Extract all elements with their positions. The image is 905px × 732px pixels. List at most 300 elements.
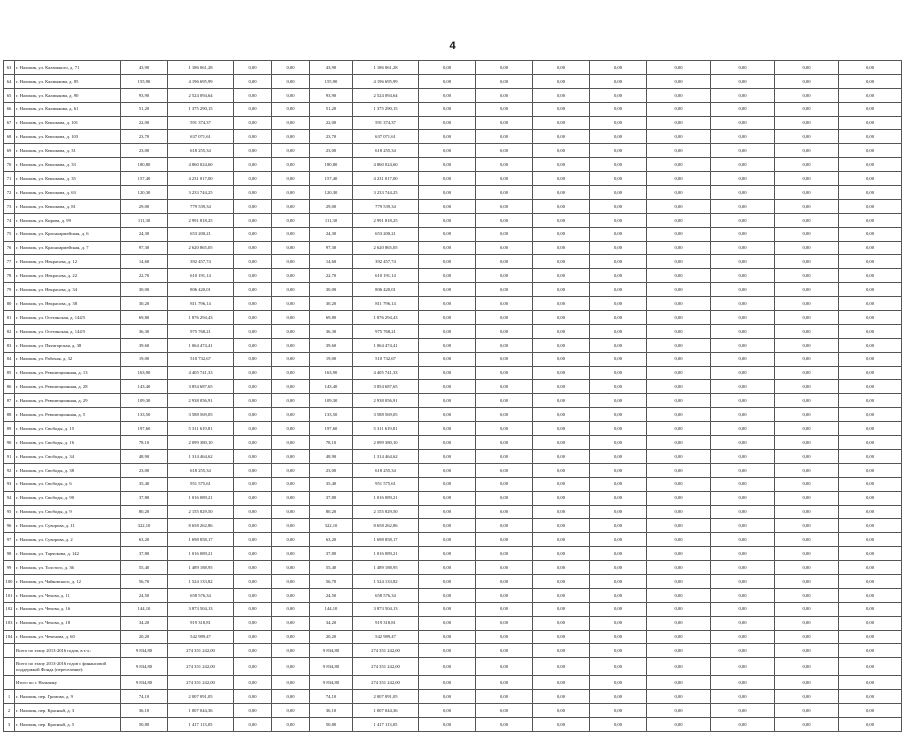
- table-cell: 0,00: [272, 172, 310, 186]
- table-cell: 0,00: [272, 366, 310, 380]
- table-cell: 0,00: [647, 102, 711, 116]
- table-cell: 3 588 569,05: [353, 408, 419, 422]
- table-cell: 51,20: [121, 102, 168, 116]
- table-cell: 0,00: [272, 533, 310, 547]
- table-cell: 0,00: [711, 616, 775, 630]
- table-cell: 0,00: [476, 311, 533, 325]
- table-cell: 0,00: [234, 717, 272, 731]
- table-cell: 0,00: [533, 269, 590, 283]
- table-cell: 0,00: [711, 505, 775, 519]
- table-cell: 0,00: [234, 241, 272, 255]
- table-cell: 0,00: [590, 449, 647, 463]
- table-cell: 0,00: [775, 533, 839, 547]
- table-cell: 29,00: [310, 199, 353, 213]
- table-cell: 0,00: [775, 477, 839, 491]
- table-cell: 0,00: [533, 463, 590, 477]
- table-cell: 0,00: [419, 297, 476, 311]
- table-cell: 0,00: [711, 717, 775, 731]
- table-row: [4, 394, 902, 408]
- table-cell: 0,00: [272, 408, 310, 422]
- table-cell: 19,00: [121, 352, 168, 366]
- table-cell: 0,00: [590, 463, 647, 477]
- table-cell: 0,00: [711, 690, 775, 704]
- table-cell: 0,00: [533, 352, 590, 366]
- table-cell: 0,00: [476, 227, 533, 241]
- table-cell: 0,00: [711, 676, 775, 690]
- table-cell: 0,00: [590, 297, 647, 311]
- table-row: [4, 88, 902, 102]
- table-cell: 4 860 024,60: [353, 158, 419, 172]
- table-cell: [4, 676, 15, 690]
- table-cell: 0,00: [775, 422, 839, 436]
- table-cell: 0,00: [839, 704, 902, 718]
- table-cell: 100: [4, 574, 15, 588]
- table-cell: 1 016 089,21: [353, 547, 419, 561]
- table-cell: 0,00: [839, 130, 902, 144]
- table-cell: 0,00: [590, 394, 647, 408]
- table-cell: 0,00: [272, 491, 310, 505]
- table-cell: 23,00: [310, 463, 353, 477]
- table-cell: 36,10: [121, 704, 168, 718]
- table-cell: 0,00: [647, 704, 711, 718]
- table-row: [4, 616, 902, 630]
- data-table: [3, 60, 902, 732]
- table-cell: 98: [4, 547, 15, 561]
- address-cell: г. Нальчик, ул. Чайковского, д. 12: [15, 574, 121, 588]
- table-cell: 91: [4, 449, 15, 463]
- table-cell: 0,00: [272, 338, 310, 352]
- table-cell: 0,00: [234, 519, 272, 533]
- table-cell: 0,00: [839, 436, 902, 450]
- table-cell: 806 420,01: [168, 283, 234, 297]
- table-cell: 163,90: [310, 366, 353, 380]
- table-cell: 0,00: [419, 144, 476, 158]
- table-cell: 0,00: [533, 338, 590, 352]
- table-cell: 144,10: [121, 602, 168, 616]
- table-cell: 0,00: [419, 283, 476, 297]
- table-cell: 610 191,14: [168, 269, 234, 283]
- table-cell: 0,00: [419, 491, 476, 505]
- table-cell: 0,00: [839, 241, 902, 255]
- table-cell: 0,00: [647, 422, 711, 436]
- table-cell: 1 064 474,41: [168, 338, 234, 352]
- table-cell: 74,10: [310, 690, 353, 704]
- table-cell: 0,00: [711, 630, 775, 644]
- table-cell: 1 016 089,21: [168, 491, 234, 505]
- table-cell: 1: [4, 690, 15, 704]
- table-cell: 0,00: [234, 658, 272, 676]
- table-cell: 0,00: [839, 533, 902, 547]
- table-cell: 0,00: [419, 394, 476, 408]
- table-cell: 72: [4, 186, 15, 200]
- table-cell: 85: [4, 366, 15, 380]
- table-row: [4, 630, 902, 644]
- table-cell: 2 991 818,25: [353, 213, 419, 227]
- table-cell: 55,40: [310, 561, 353, 575]
- table-cell: 0,00: [590, 88, 647, 102]
- table-cell: 2 620 865,05: [168, 241, 234, 255]
- table-row: [4, 690, 902, 704]
- address-cell: г. Нальчик, ул. Кешокова, д. 81: [15, 199, 121, 213]
- table-cell: 0,00: [590, 199, 647, 213]
- table-cell: 0,00: [647, 630, 711, 644]
- table-cell: 37,80: [310, 491, 353, 505]
- table-row: [4, 283, 902, 297]
- table-cell: 0,00: [590, 213, 647, 227]
- table-cell: 975 768,21: [168, 324, 234, 338]
- table-cell: 69: [4, 144, 15, 158]
- table-cell: 0,00: [839, 102, 902, 116]
- table-cell: 0,00: [419, 102, 476, 116]
- table-cell: 93,90: [121, 88, 168, 102]
- table-cell: 0,00: [533, 227, 590, 241]
- table-cell: 0,00: [711, 519, 775, 533]
- table-cell: 111,30: [121, 213, 168, 227]
- address-cell: г. Нальчик, ул. Кирова, д. 99: [15, 213, 121, 227]
- address-cell: г. Нальчик, ул. Некрасова, д. 34: [15, 283, 121, 297]
- table-cell: 56,70: [121, 574, 168, 588]
- table-cell: 22,70: [121, 269, 168, 283]
- table-cell: 4 405 741,33: [168, 366, 234, 380]
- table-cell: 0,00: [839, 213, 902, 227]
- table-cell: 0,00: [533, 380, 590, 394]
- table-cell: 975 768,21: [353, 324, 419, 338]
- table-cell: 0,00: [647, 408, 711, 422]
- table-cell: 0,00: [419, 88, 476, 102]
- table-cell: 274 351 242,00: [353, 658, 419, 676]
- table-cell: 0,00: [476, 588, 533, 602]
- table-cell: 0,00: [839, 352, 902, 366]
- table-cell: 0,00: [234, 436, 272, 450]
- table-cell: [4, 658, 15, 676]
- table-cell: 0,00: [533, 324, 590, 338]
- table-cell: 0,00: [533, 74, 590, 88]
- address-cell: г. Нальчик, ул. Калмыкова, д. 85: [15, 74, 121, 88]
- table-cell: 22,70: [310, 269, 353, 283]
- table-cell: 0,00: [476, 436, 533, 450]
- table-cell: 0,00: [775, 130, 839, 144]
- table-cell: 0,00: [839, 116, 902, 130]
- table-cell: 274 351 242,00: [353, 644, 419, 658]
- table-cell: 73: [4, 199, 15, 213]
- table-cell: 0,00: [272, 630, 310, 644]
- table-cell: 0,00: [775, 644, 839, 658]
- table-cell: 0,00: [711, 144, 775, 158]
- table-cell: 0,00: [647, 366, 711, 380]
- table-row: [4, 491, 902, 505]
- table-cell: 0,00: [476, 158, 533, 172]
- address-cell: г. Нальчик, ул. Свободы, д. 90: [15, 491, 121, 505]
- table-cell: 0,00: [272, 690, 310, 704]
- table-cell: 0,00: [476, 449, 533, 463]
- table-cell: 8 658 262,86: [168, 519, 234, 533]
- table-cell: 0,00: [234, 505, 272, 519]
- table-cell: 1 314 464,62: [168, 449, 234, 463]
- table-cell: 0,00: [272, 394, 310, 408]
- table-cell: 542 989,47: [168, 630, 234, 644]
- table-cell: 0,00: [234, 297, 272, 311]
- table-cell: 0,00: [533, 255, 590, 269]
- table-row: [4, 74, 902, 88]
- table-cell: 0,00: [272, 311, 310, 325]
- table-cell: 0,00: [476, 366, 533, 380]
- table-cell: 43,90: [310, 61, 353, 75]
- table-cell: 0,00: [590, 269, 647, 283]
- table-cell: 0,00: [476, 574, 533, 588]
- table-cell: 0,00: [590, 61, 647, 75]
- table-cell: 0,00: [234, 213, 272, 227]
- table-cell: 0,00: [711, 283, 775, 297]
- table-cell: 1 489 188,95: [168, 561, 234, 575]
- table-cell: 0,00: [533, 116, 590, 130]
- table-cell: 0,00: [711, 491, 775, 505]
- table-cell: 0,00: [272, 547, 310, 561]
- table-row: [4, 269, 902, 283]
- table-cell: 0,00: [272, 116, 310, 130]
- table-row: [4, 311, 902, 325]
- table-cell: 653 200,21: [168, 227, 234, 241]
- table-cell: 0,00: [533, 658, 590, 676]
- table-row: [4, 505, 902, 519]
- table-cell: 0,00: [647, 463, 711, 477]
- address-cell: г. Нальчик, ул. Революционная, д. 13: [15, 366, 121, 380]
- table-cell: 0,00: [590, 491, 647, 505]
- table-cell: 0,00: [647, 283, 711, 297]
- table-row: [4, 241, 902, 255]
- table-cell: 1 016 089,21: [168, 547, 234, 561]
- table-cell: 0,00: [476, 394, 533, 408]
- table-cell: 0,00: [590, 255, 647, 269]
- table-cell: 0,00: [533, 574, 590, 588]
- table-cell: 1 489 188,95: [353, 561, 419, 575]
- table-cell: 0,00: [839, 199, 902, 213]
- table-cell: 1 016 089,21: [353, 491, 419, 505]
- address-cell: г. Нальчик, ул. Свободы, д. 16: [15, 436, 121, 450]
- table-cell: 0,00: [476, 269, 533, 283]
- table-cell: 0,00: [533, 630, 590, 644]
- table-cell: 0,00: [419, 630, 476, 644]
- table-cell: 0,00: [234, 130, 272, 144]
- table-cell: 0,00: [419, 533, 476, 547]
- table-cell: 0,00: [711, 422, 775, 436]
- table-cell: 0,00: [647, 394, 711, 408]
- table-cell: 0,00: [590, 158, 647, 172]
- table-cell: 0,00: [533, 644, 590, 658]
- table-cell: 0,00: [272, 324, 310, 338]
- table-cell: 0,00: [839, 324, 902, 338]
- table-cell: 23,00: [121, 144, 168, 158]
- table-cell: 9 834,80: [310, 676, 353, 690]
- table-cell: 93: [4, 477, 15, 491]
- table-cell: 0,00: [476, 602, 533, 616]
- table-cell: 0,00: [775, 338, 839, 352]
- table-cell: 84: [4, 352, 15, 366]
- table-cell: 610 191,14: [353, 269, 419, 283]
- table-cell: 274 351 242,00: [168, 644, 234, 658]
- table-cell: 0,00: [476, 658, 533, 676]
- table-cell: 0,00: [711, 311, 775, 325]
- table-cell: 0,00: [476, 408, 533, 422]
- table-cell: 0,00: [272, 561, 310, 575]
- table-cell: 0,00: [775, 352, 839, 366]
- table-cell: 0,00: [775, 213, 839, 227]
- table-cell: 0,00: [647, 324, 711, 338]
- table-cell: 97,30: [121, 241, 168, 255]
- table-row: [4, 408, 902, 422]
- table-cell: 0,00: [272, 88, 310, 102]
- table-cell: 0,00: [647, 449, 711, 463]
- table-cell: 0,00: [533, 602, 590, 616]
- table-cell: 74,10: [121, 690, 168, 704]
- table-cell: 0,00: [419, 352, 476, 366]
- table-cell: 0,00: [775, 255, 839, 269]
- table-cell: 50,80: [121, 717, 168, 731]
- table-cell: 0,00: [476, 676, 533, 690]
- table-cell: 0,00: [533, 588, 590, 602]
- table-cell: 0,00: [476, 717, 533, 731]
- address-cell: г. Нальчик, ул. Рабочая, д. 32: [15, 352, 121, 366]
- table-cell: 322,10: [121, 519, 168, 533]
- table-cell: 1 007 044,36: [168, 704, 234, 718]
- table-row: [4, 158, 902, 172]
- table-cell: 63: [4, 61, 15, 75]
- table-cell: 392 457,74: [168, 255, 234, 269]
- table-row: [4, 602, 902, 616]
- table-cell: 24,50: [310, 588, 353, 602]
- table-cell: 0,00: [839, 269, 902, 283]
- table-cell: 0,00: [476, 130, 533, 144]
- table-cell: 0,00: [234, 380, 272, 394]
- table-cell: 0,00: [419, 547, 476, 561]
- table-cell: 4 196 695,99: [353, 74, 419, 88]
- table-cell: 0,00: [419, 561, 476, 575]
- table-cell: 0,00: [775, 519, 839, 533]
- table-cell: 0,00: [775, 144, 839, 158]
- table-cell: 0,00: [533, 491, 590, 505]
- table-cell: 97: [4, 533, 15, 547]
- table-cell: 0,00: [419, 172, 476, 186]
- address-cell: г. Нальчик, ул. Кешокова, д. 35: [15, 172, 121, 186]
- table-cell: 0,00: [839, 283, 902, 297]
- table-cell: 0,00: [839, 616, 902, 630]
- table-cell: 0,00: [711, 102, 775, 116]
- table-cell: 0,00: [476, 352, 533, 366]
- table-cell: 0,00: [533, 717, 590, 731]
- table-cell: 0,00: [647, 644, 711, 658]
- table-cell: 0,00: [533, 477, 590, 491]
- table-cell: 90: [4, 436, 15, 450]
- table-cell: 0,00: [647, 491, 711, 505]
- table-cell: 0,00: [590, 477, 647, 491]
- table-cell: 274 351 242,00: [168, 658, 234, 676]
- table-cell: 0,00: [234, 644, 272, 658]
- table-cell: 0,00: [476, 477, 533, 491]
- table-cell: 2: [4, 704, 15, 718]
- table-cell: 0,00: [272, 477, 310, 491]
- table-cell: 51,20: [310, 102, 353, 116]
- table-cell: 1 186 061,28: [168, 61, 234, 75]
- table-cell: 510 732,67: [168, 352, 234, 366]
- table-cell: 0,00: [272, 269, 310, 283]
- table-cell: 143,40: [121, 380, 168, 394]
- table-cell: 0,00: [476, 144, 533, 158]
- table-cell: 0,00: [839, 74, 902, 88]
- table-cell: 0,00: [590, 533, 647, 547]
- table-cell: 0,00: [419, 477, 476, 491]
- table-cell: 0,00: [533, 130, 590, 144]
- table-row: [4, 547, 902, 561]
- table-cell: 2 007 091,05: [353, 690, 419, 704]
- address-cell: г. Нальчик, ул. Кешокова, д. 103: [15, 130, 121, 144]
- table-cell: 2 524 094,64: [168, 88, 234, 102]
- table-cell: 0,00: [234, 366, 272, 380]
- address-cell: г. Нальчик, ул. Красноармейская, д. 6: [15, 227, 121, 241]
- table-cell: 0,00: [419, 74, 476, 88]
- table-cell: 779 539,34: [168, 199, 234, 213]
- table-cell: 0,00: [533, 616, 590, 630]
- table-cell: 0,00: [711, 74, 775, 88]
- table-cell: 0,00: [839, 449, 902, 463]
- table-cell: 0,00: [234, 324, 272, 338]
- table-cell: 0,00: [647, 505, 711, 519]
- table-row: [4, 477, 902, 491]
- table-cell: 82: [4, 324, 15, 338]
- table-cell: 9 834,80: [121, 676, 168, 690]
- table-cell: 0,00: [775, 588, 839, 602]
- table-row: [4, 297, 902, 311]
- table-cell: 0,00: [711, 380, 775, 394]
- table-cell: 0,00: [419, 269, 476, 283]
- table-cell: 0,00: [839, 547, 902, 561]
- table-cell: 0,00: [775, 227, 839, 241]
- table-cell: 0,00: [839, 588, 902, 602]
- table-cell: 806 420,01: [353, 283, 419, 297]
- table-cell: [4, 644, 15, 658]
- table-cell: 78,10: [121, 436, 168, 450]
- table-cell: 23,00: [121, 463, 168, 477]
- table-cell: 0,00: [590, 658, 647, 676]
- table-cell: 0,00: [533, 505, 590, 519]
- table-cell: 133,50: [310, 408, 353, 422]
- table-cell: 70: [4, 158, 15, 172]
- table-cell: 0,00: [647, 676, 711, 690]
- table-cell: 0,00: [711, 533, 775, 547]
- table-cell: 4 231 017,00: [168, 172, 234, 186]
- table-cell: 0,00: [419, 422, 476, 436]
- table-cell: 3 873 504,13: [168, 602, 234, 616]
- table-cell: 1 007 044,36: [353, 704, 419, 718]
- table-cell: 0,00: [839, 172, 902, 186]
- table-cell: 23,70: [310, 130, 353, 144]
- table-cell: 0,00: [711, 324, 775, 338]
- table-cell: 0,00: [234, 676, 272, 690]
- table-cell: 96: [4, 519, 15, 533]
- table-cell: 0,00: [775, 449, 839, 463]
- table-cell: 0,00: [711, 213, 775, 227]
- table-row: [4, 338, 902, 352]
- table-cell: 919 318,81: [353, 616, 419, 630]
- table-cell: 0,00: [476, 116, 533, 130]
- table-cell: 2 099 380,10: [168, 436, 234, 450]
- table-cell: 0,00: [775, 380, 839, 394]
- table-cell: 0,00: [590, 519, 647, 533]
- address-cell: г. Нальчик, пер. Громова, д. 9: [15, 690, 121, 704]
- table-cell: 0,00: [419, 255, 476, 269]
- table-cell: 0,00: [775, 269, 839, 283]
- table-cell: 0,00: [590, 186, 647, 200]
- table-cell: 0,00: [590, 676, 647, 690]
- table-row: [4, 199, 902, 213]
